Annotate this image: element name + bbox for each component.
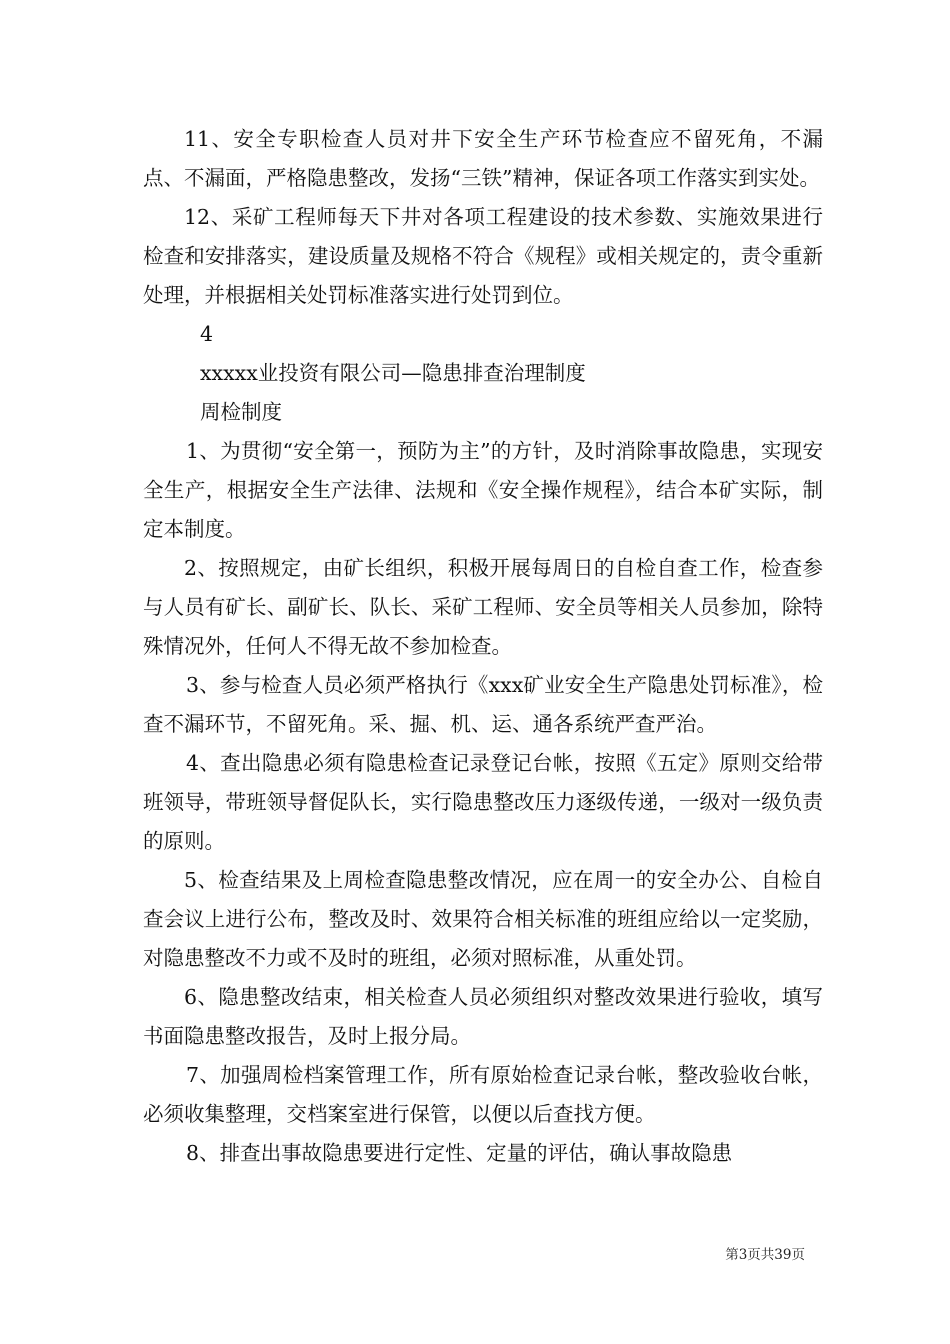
paragraph-2: 2、按照规定，由矿长组织，积极开展每周日的自检自查工作，检查参与人员有矿长、副矿长、队长、采矿工程师、安全员等相关人员参加，除特殊情况外，任何人不得无故不参加检查。 <box>143 556 823 658</box>
paragraph-8: 8、排查出事故隐患要进行定性、定量的评估，确认事故隐患 <box>186 1141 733 1165</box>
paragraph-1: 1、为贯彻“安全第一，预防为主”的方针，及时消除事故隐患，实现安全生产，根据安全生产法律、法规和《安全操作规程》，结合本矿实际，制定本制度。 <box>143 439 823 541</box>
page-marker: 4 <box>200 322 214 346</box>
paragraph-7: 7、加强周检档案管理工作，所有原始检查记录台帐，整改验收台帐，必须收集整理，交档案室进行保管，以便以后查找方便。 <box>143 1063 823 1126</box>
paragraph-6: 6、隐患整改结束，相关检查人员必须组织对整改效果进行验收，填写书面隐患整改报告，及时上报分局。 <box>143 985 823 1048</box>
paragraph-3: 3、参与检查人员必须严格执行《xxx矿业安全生产隐患处罚标准》，检查不漏环节，不留死角。采、掘、机、运、通各系统严查严治。 <box>143 673 823 736</box>
paragraph-11: 11、安全专职检查人员对井下安全生产环节检查应不留死角，不漏点、不漏面，严格隐患整改，发扬“三铁”精神，保证各项工作落实到实处。 <box>143 127 823 190</box>
page-footer: 第3页共39页 <box>725 1247 805 1263</box>
paragraph-4: 4、查出隐患必须有隐患检查记录登记台帐，按照《五定》原则交给带班领导，带班领导督促队长，实行隐患整改压力逐级传递，一级对一级负责的原则。 <box>143 751 823 853</box>
paragraph-12: 12、采矿工程师每天下井对各项工程建设的技术参数、实施效果进行检查和安排落实，建设质量及规格不符合《规程》或相关规定的，责令重新处理，并根据相关处罚标准落实进行处罚到位。 <box>143 205 823 307</box>
section-title: 周检制度 <box>200 400 282 424</box>
section-header: xxxxx业投资有限公司—隐患排查治理制度 <box>200 361 586 385</box>
paragraph-5: 5、检查结果及上周检查隐患整改情况，应在周一的安全办公、自检自查会议上进行公布，整改及时、效果符合相关标准的班组应给以一定奖励，对隐患整改不力或不及时的班组，必须对照标准，从重处罚。 <box>143 868 823 970</box>
document-body <box>143 120 823 1173</box>
